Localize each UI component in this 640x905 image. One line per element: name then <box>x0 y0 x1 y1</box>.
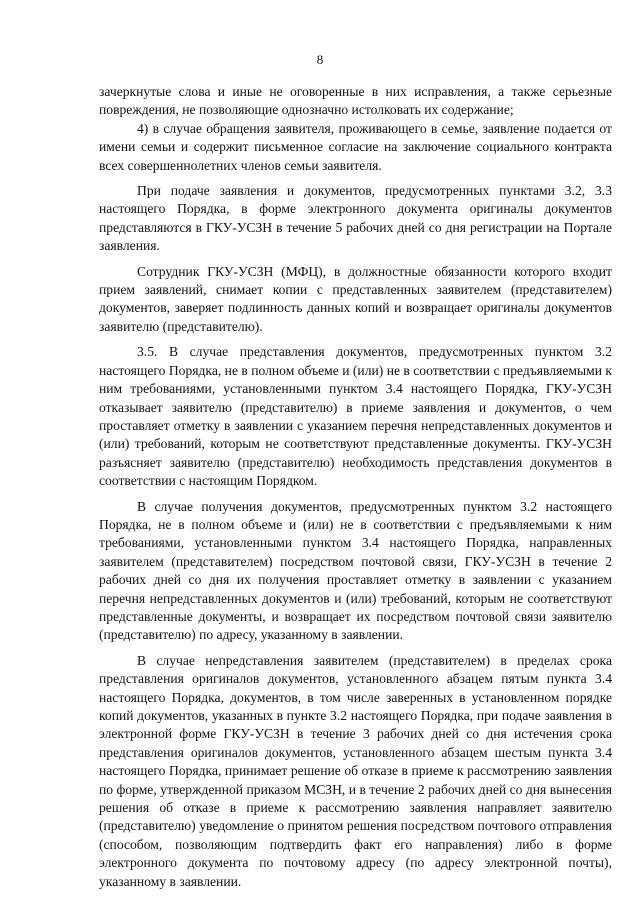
paragraph-employee-copies: Сотрудник ГКУ-УСЗН (МФЦ), в должностные обязанности которого входит прием заявлений, снимает копии с представленных заявителем (представителем) документов, заверяет подлинность данных копий и возвращает оригиналы документов заявителю (представителю). <box>99 263 612 334</box>
paragraph-non-submission: В случае непредставления заявителем (представителем) в пределах срока представления оригиналов документов, установленного абзацем пятым пункта 3.4 настоящего Порядка, документов, в том числе заверенных в установленном порядке копий документов, указанных в пункте 3.2 настоящего Порядка, при подаче заявления в электронной форме ГКУ-УСЗН в течение 3 рабочих дней со дня истечения срока представления оригиналов документов, установленного абзацем шестым пункта 3.4 настоящего Порядка, принимает решение об отказе в приеме к рассмотрению заявления по форме, утвержденной приказом МСЗН, и в течение 2 рабочих дней со дня вынесения решения об отказе в приеме к рассмотрению заявления направляет заявителю (представителю) уведомление о принятом решения посредством почтового отправления (способом, позволяющим подтвердить факт его направления) либо в форме электронного документа по почтовому адресу (по адресу электронной почты), указанному в заявлении. <box>99 652 612 889</box>
document-body <box>99 83 612 891</box>
paragraph-continuation: зачеркнутые слова и иные не оговоренные в них исправления, а также серьезные повреждения, не позволяющие однозначно истолковать их содержание; <box>99 84 612 118</box>
paragraph-item-4: 4) в случае обращения заявителя, проживающего в семье, заявление подается от имени семьи и содержит письменное согласие на заключение социального контракта всех совершеннолетних членов семьи заявителя. <box>99 120 612 173</box>
page-number: 8 <box>316 52 324 67</box>
paragraph-postal-receipt: В случае получения документов, предусмотренных пунктом 3.2 настоящего Порядка, не в полном объеме и (или) не в соответствии с предъявляемыми к ним требованиями, установленными пунктом 3.4 настоящего Порядка, направленных заявителем (представителем) посредством почтовой связи, ГКУ-УСЗН в течение 2 рабочих дней со дня их получения проставляет отметку в заявлении с указанием перечня непредставленных документов и (или) требований, которым не соответствуют представленные документы, и возвращает их посредством почтовой связи заявителю (представителю) по адресу, указанному в заявлении. <box>99 498 612 643</box>
paragraph-3-5: 3.5. В случае представления документов, предусмотренных пунктом 3.2 настоящего Порядка, не в полном объеме и (или) не в соответствии с предъявляемыми к ним требованиями, установленными пунктом 3.4 настоящего Порядка, ГКУ-УСЗН отказывает заявителю (представителю) в приеме заявления и документов, о чем проставляет отметку в заявлении с указанием перечня непредставленных документов и (или) требований, которым не соответствуют представленные документы. ГКУ-УСЗН разъясняет заявителю (представителю) необходимость представления документов в соответствии с настоящим Порядком. <box>99 344 612 489</box>
paragraph-electronic-submission: При подаче заявления и документов, предусмотренных пунктами 3.2, 3.3 настоящего Порядка, в форме электронного документа оригиналы документов представляются в ГКУ-УСЗН в течение 5 рабочих дней со дня регистрации на Портале заявления. <box>99 183 612 254</box>
